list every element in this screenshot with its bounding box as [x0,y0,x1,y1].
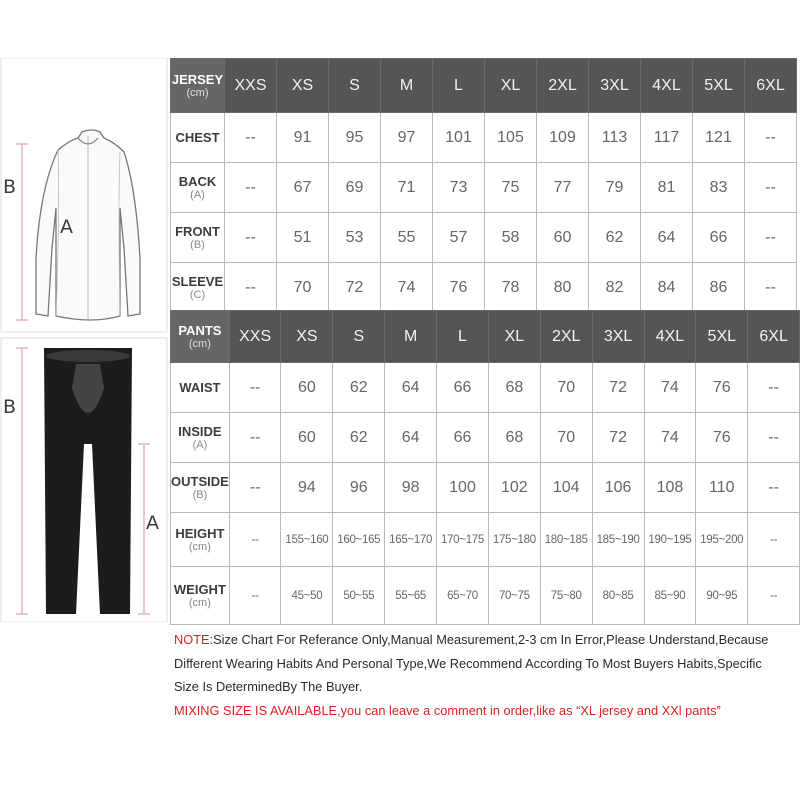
row-label [171,163,225,213]
jersey-row-front [171,213,797,263]
size-value-cell: 76 [696,363,748,413]
jersey-length-letter-b: B [3,176,17,198]
size-value-cell: 60 [281,363,333,413]
mixing-size-note: MIXING SIZE IS AVAILABLE,you can leave a comment in order,like as “XL jersey and XXl pants” [174,702,721,718]
row-label [171,463,230,513]
size-value-cell: 57 [433,213,485,263]
size-value-cell: 98 [385,463,437,513]
size-header-4xl: 4XL [641,59,693,113]
header-unit-text: (cm) [186,87,209,99]
row-label-text: OUTSIDE [171,474,229,489]
size-header-6xl: 6XL [745,59,797,113]
size-value-cell: -- [745,263,797,313]
jersey-size-table [170,58,797,313]
size-value-cell: 50~55 [333,567,385,625]
size-value-cell: 94 [281,463,333,513]
row-label-text: CHEST [175,130,220,145]
jersey-row-chest [171,113,797,163]
size-value-cell: -- [225,113,277,163]
size-value-cell: 81 [641,163,693,213]
size-value-cell: 70 [277,263,329,313]
size-chart-notes [174,628,798,722]
row-label-sub: (A) [192,439,208,451]
size-value-cell: 104 [540,463,592,513]
size-value-cell: 77 [537,163,589,213]
size-value-cell: 100 [437,463,489,513]
size-value-cell: 80 [537,263,589,313]
size-value-cell: 84 [641,263,693,313]
size-value-cell: -- [745,113,797,163]
size-value-cell: 117 [641,113,693,163]
size-value-cell: 109 [537,113,589,163]
pants-outside-letter-b: B [3,396,17,418]
size-value-cell: 66 [693,213,745,263]
size-value-cell: 74 [381,263,433,313]
size-value-cell: 45~50 [281,567,333,625]
size-value-cell: 55~65 [385,567,437,625]
pants-header-row [171,311,800,363]
size-value-cell: -- [748,567,800,625]
size-value-cell: -- [229,463,281,513]
size-value-cell: 91 [277,113,329,163]
size-value-cell: -- [225,263,277,313]
size-value-cell: 74 [644,363,696,413]
size-value-cell: -- [748,463,800,513]
size-header-l: L [437,311,489,363]
size-value-cell: -- [745,213,797,263]
size-value-cell: 79 [589,163,641,213]
size-value-cell: 72 [592,413,644,463]
row-label [171,513,230,567]
size-value-cell: 170~175 [437,513,489,567]
size-value-cell: -- [225,163,277,213]
size-value-cell: 73 [433,163,485,213]
size-value-cell: 67 [277,163,329,213]
size-header-3xl: 3XL [589,59,641,113]
size-value-cell: 60 [281,413,333,463]
size-value-cell: 80~85 [592,567,644,625]
size-value-cell: -- [229,567,281,625]
size-value-cell: 66 [437,413,489,463]
jersey-header-label [171,59,225,113]
size-value-cell: -- [748,413,800,463]
size-value-cell: 76 [696,413,748,463]
pants-size-table [170,310,800,625]
size-value-cell: -- [748,363,800,413]
size-value-cell: 62 [333,413,385,463]
size-header-xs: XS [281,311,333,363]
size-value-cell: 62 [589,213,641,263]
jersey-row-sleeve [171,263,797,313]
size-value-cell: -- [229,513,281,567]
size-header-l: L [433,59,485,113]
size-value-cell: 51 [277,213,329,263]
size-header-s: S [329,59,381,113]
note-line-1: NOTE:Size Chart For Referance Only,Manual Measurement,2-3 cm In Error,Please Understand,Because [174,632,769,647]
size-value-cell: 70 [540,363,592,413]
pants-inside-letter-a: A [146,512,159,534]
pants-header-label [171,311,230,363]
header-unit-text: (cm) [188,338,211,350]
size-value-cell: 97 [381,113,433,163]
size-value-cell: 95 [329,113,381,163]
size-value-cell: 70~75 [488,567,540,625]
size-value-cell: 78 [485,263,537,313]
size-value-cell: 113 [589,113,641,163]
size-value-cell: 82 [589,263,641,313]
size-header-xl: XL [488,311,540,363]
header-label-text: PANTS [178,323,222,338]
jersey-drawing [0,58,168,622]
size-value-cell: -- [745,163,797,213]
size-header-xl: XL [485,59,537,113]
size-header-5xl: 5XL [696,311,748,363]
row-label [171,263,225,313]
row-label-sub: (cm) [188,541,211,553]
size-value-cell: 58 [485,213,537,263]
row-label-text: WAIST [179,380,221,395]
size-value-cell: 96 [333,463,385,513]
size-value-cell: 175~180 [488,513,540,567]
pants-row-inside [171,413,800,463]
row-label [171,213,225,263]
size-header-2xl: 2XL [540,311,592,363]
size-value-cell: 185~190 [592,513,644,567]
size-value-cell: 195~200 [696,513,748,567]
row-label [171,567,230,625]
jersey-back-letter-a: A [60,216,73,238]
size-header-xxs: XXS [229,311,281,363]
size-header-2xl: 2XL [537,59,589,113]
size-header-m: M [385,311,437,363]
size-value-cell: 66 [437,363,489,413]
row-label-text: WEIGHT [173,582,226,597]
size-value-cell: 180~185 [540,513,592,567]
row-label [171,413,230,463]
size-value-cell: 108 [644,463,696,513]
size-value-cell: 86 [693,263,745,313]
size-value-cell: -- [229,413,281,463]
size-value-cell: 53 [329,213,381,263]
size-value-cell: 101 [433,113,485,163]
size-value-cell: 106 [592,463,644,513]
size-value-cell: 75 [485,163,537,213]
size-value-cell: 105 [485,113,537,163]
size-value-cell: 64 [385,363,437,413]
size-value-cell: 74 [644,413,696,463]
size-header-6xl: 6XL [748,311,800,363]
size-value-cell: 71 [381,163,433,213]
size-header-s: S [333,311,385,363]
size-header-3xl: 3XL [592,311,644,363]
row-label-sub: (cm) [188,597,211,609]
size-value-cell: 68 [488,363,540,413]
pants-row-weight [171,567,800,625]
size-header-xs: XS [277,59,329,113]
garment-illustrations [0,58,168,622]
size-value-cell: -- [748,513,800,567]
size-value-cell: 90~95 [696,567,748,625]
note-line-2: Different Wearing Habits And Personal Type,We Recommend According To Most Buyers Habits,Specific [174,655,762,671]
note-label: NOTE: [174,632,214,647]
size-value-cell: 65~70 [437,567,489,625]
size-value-cell: 83 [693,163,745,213]
row-label-sub: (B) [190,239,205,251]
size-value-cell: 165~170 [385,513,437,567]
size-value-cell: 85~90 [644,567,696,625]
size-value-cell: 64 [385,413,437,463]
header-label-text: JERSEY [171,72,224,87]
size-value-cell: 68 [488,413,540,463]
size-header-m: M [381,59,433,113]
size-header-4xl: 4XL [644,311,696,363]
note-line-3: Size Is DeterminedBy The Buyer. [174,679,363,694]
size-value-cell: 190~195 [644,513,696,567]
row-label [171,363,230,413]
size-value-cell: 155~160 [281,513,333,567]
row-label-text: SLEEVE [171,274,224,289]
jersey-header-row [171,59,797,113]
size-value-cell: -- [225,213,277,263]
pants-row-outside [171,463,800,513]
size-value-cell: 75~80 [540,567,592,625]
size-value-cell: 64 [641,213,693,263]
size-value-cell: 72 [329,263,381,313]
size-value-cell: 121 [693,113,745,163]
row-label-text: FRONT [175,224,220,239]
jersey-row-back [171,163,797,213]
size-value-cell: 69 [329,163,381,213]
pants-row-height [171,513,800,567]
size-value-cell: 76 [433,263,485,313]
row-label-sub: (C) [189,289,206,301]
size-value-cell: 62 [333,363,385,413]
size-value-cell: -- [229,363,281,413]
row-label-sub: (B) [192,489,208,501]
size-header-xxs: XXS [225,59,277,113]
size-value-cell: 55 [381,213,433,263]
pants-row-waist [171,363,800,413]
size-value-cell: 110 [696,463,748,513]
size-value-cell: 60 [537,213,589,263]
size-value-cell: 160~165 [333,513,385,567]
row-label-text: BACK [178,174,217,189]
size-value-cell: 102 [488,463,540,513]
size-header-5xl: 5XL [693,59,745,113]
size-value-cell: 72 [592,363,644,413]
row-label-sub: (A) [190,189,205,201]
row-label-text: HEIGHT [175,526,225,541]
row-label-text: INSIDE [178,424,222,439]
row-label [171,113,225,163]
size-value-cell: 70 [540,413,592,463]
